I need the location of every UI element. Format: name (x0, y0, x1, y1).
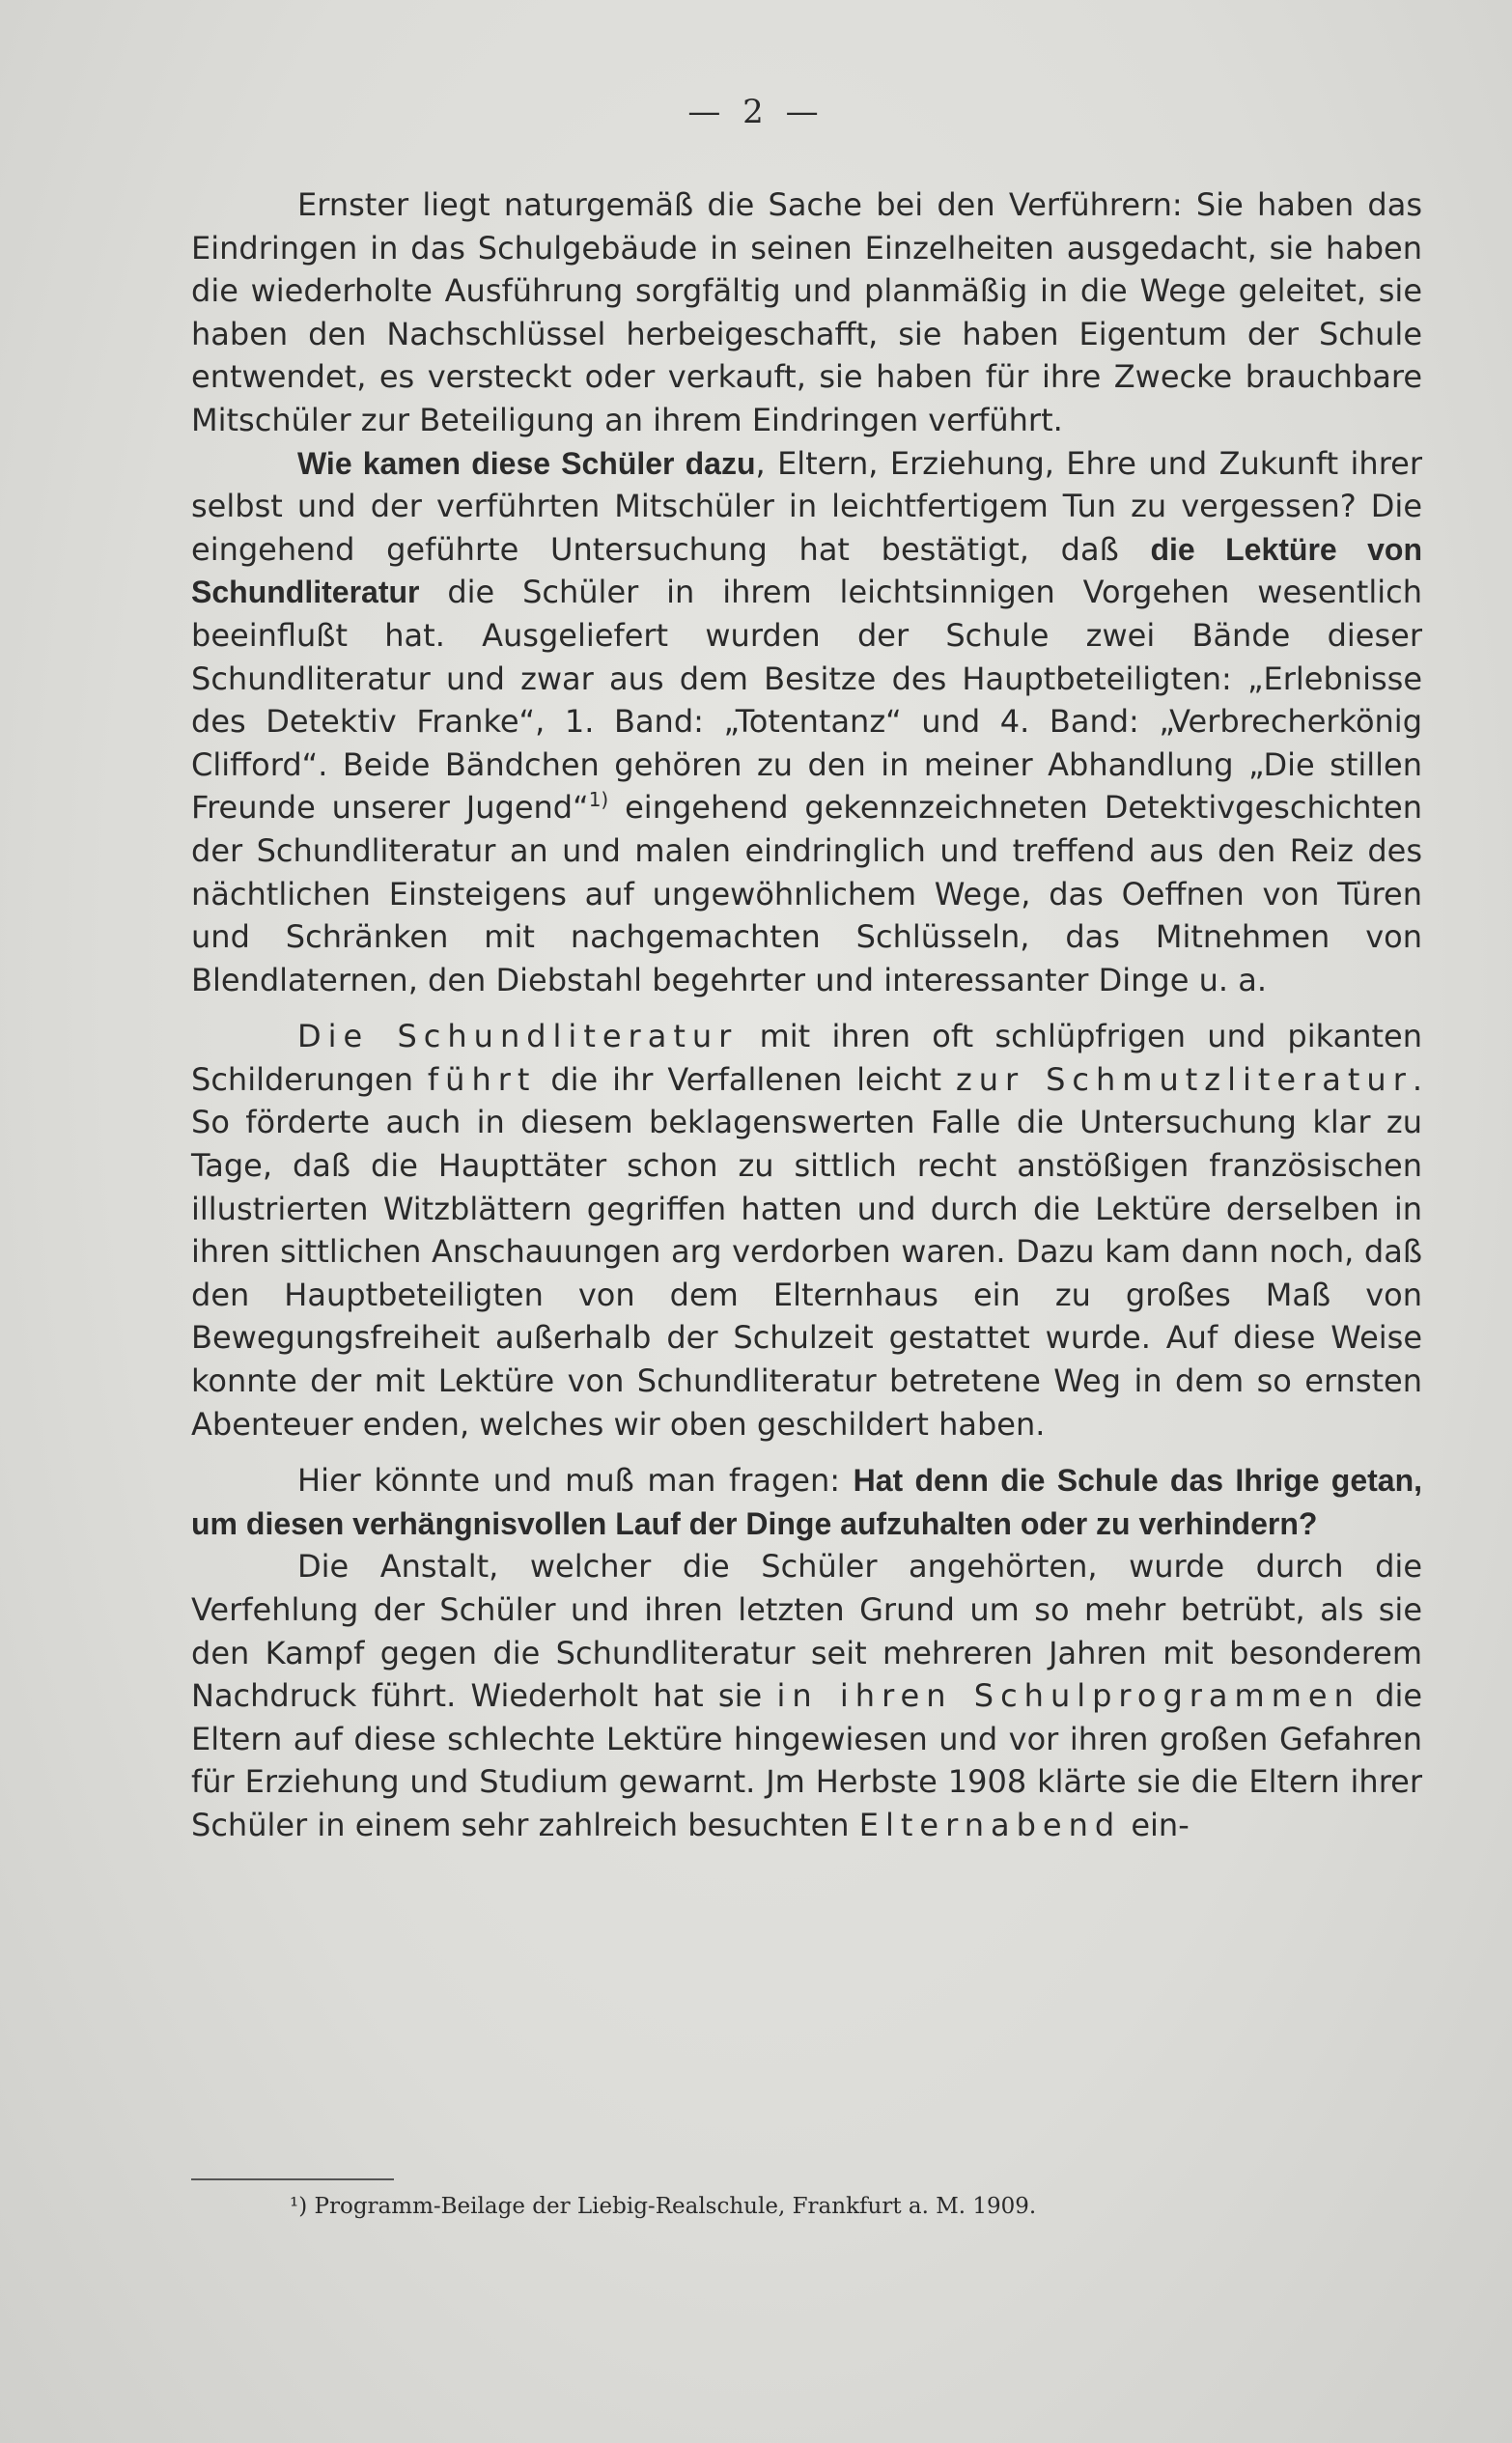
body-text (191, 183, 1422, 1847)
footnote (290, 2190, 1352, 2223)
text-segment: ein- (1121, 1806, 1190, 1843)
footnote-text: Programm-Beilage der Liebig-Realschule, Frankfurt a. M. 1909. (307, 2194, 1037, 2219)
text-segment: . So förderte auch in diesem beklagenswerten Falle die Untersuchung klar zu Tage, daß die Haupttäter schon zu sittlich recht anstößigen französischen illustrierten Witzblättern gegriffen hatten und durch die Lektüre derselben in ihren sittlichen Anschauungen arg verdorben waren. Dazu kam dann noch, daß den Hauptbeteiligten von dem Elternhaus ein zu großes Maß von Bewegungsfreiheit außerhalb der Schulzeit gestattet wurde. Auf diese Weise konnte der mit Lektüre von Schundliteratur betretene Weg in dem so ernsten Abenteuer enden, welches wir oben geschildert haben. (191, 1060, 1423, 1443)
spaced-phrase: führt (427, 1060, 537, 1098)
text-segment: , Eltern, Erziehung, Ehre und Zukunft ihrer selbst und der verführten Mitschüler in leichtfertigem Tun zu vergessen? Die eingehend geführte Untersuchung hat bestätigt, daß (191, 444, 1423, 568)
text-segment: Die Anstalt, welcher die Schüler angehörten, wurde durch die Verfehlung der Schüler und ihren letzten Grund um so mehr betrübt, als sie den Kampf gegen die Schundliteratur seit mehreren Jahren mit besonderem Nachdruck führt. Wiederholt hat sie (191, 1548, 1422, 1715)
text-segment: die Schüler in ihrem leichtsinnigen Vorgehen wesentlich beeinflußt hat. Ausgeliefert wurden der Schule zwei Bände dieser Schundliteratur und zwar aus dem Besitze des Hauptbeteiligten: „Erlebnisse des Detektiv Franke“, 1. Band: „Totentanz“ und 4. Band: „Verbrecherkönig Clifford“. Beide Bändchen gehören zu den in meiner Abhandlung „Die stillen Freunde unserer Jugend“ (191, 574, 1422, 827)
footnote-reference: 1) (588, 788, 609, 812)
text-segment: Ernster liegt naturgemäß die Sache bei den Verführern: Sie haben das Eindringen in das Schulgebäude in seinen Einzelheiten ausgedacht, sie haben die wiederholte Ausführung sorgfältig und planmäßig in die Wege geleitet, sie haben den Nachschlüssel herbeigeschafft, sie haben Eigentum der Schule entwendet, es versteckt oder verkauft, sie haben für ihre Zwecke brauchbare Mitschüler zur Beteiligung an ihrem Eindringen verführt. (191, 186, 1422, 438)
spaced-phrase: Die Schundliteratur (297, 1018, 739, 1055)
text-segment: mit ihren oft schlüpfrigen und pikanten Schilderungen (191, 1018, 1423, 1098)
paragraph-1 (191, 183, 1422, 442)
paragraph-5 (191, 1545, 1422, 1846)
footnote-mark: ¹) (290, 2194, 308, 2219)
paragraph-2 (191, 442, 1422, 1002)
paragraph-4 (191, 1459, 1422, 1545)
page-number: — 2 — (687, 93, 825, 131)
text-segment: Hier könnte und muß man fragen: (297, 1462, 854, 1500)
spaced-phrase: Elternabend (858, 1806, 1122, 1843)
paragraph-3 (191, 1015, 1422, 1446)
spaced-phrase: in ihren Schulprogrammen (776, 1677, 1360, 1715)
bold-phrase: die Lektüre von Schundliteratur (191, 531, 1423, 610)
text-segment: eingehend gekennzeichneten Detektivgeschichten der Schundliteratur an und malen eindringlich und treffend aus den Reiz des nächtlichen Einsteigens auf ungewöhnlichem Wege, das Oeffnen von Türen und Schränken mit nachgemachten Schlüsseln, das Mitnehmen von Blendlaternen, den Diebstahl begehrter und interessanter Dinge u. a. (191, 789, 1423, 998)
footnote-divider (191, 2178, 394, 2180)
text-segment: die Eltern auf diese schlechte Lektüre hingewiesen und vor ihren großen Gefahren für Erziehung und Studium gewarnt. Jm Herbste 1908 klärte sie die Eltern ihrer Schüler in einem sehr zahlreich besuchten (191, 1677, 1423, 1843)
bold-question: Hat denn die Schule das Ihrige getan, um diesen verhängnisvollen Lauf der Dinge aufzuhalten oder zu verhindern? (191, 1463, 1423, 1541)
spaced-phrase: zur Schmutzliteratur (955, 1060, 1413, 1098)
text-segment: die ihr Verfallenen leicht (536, 1060, 956, 1098)
bold-question: Wie kamen diese Schüler dazu (297, 445, 756, 481)
